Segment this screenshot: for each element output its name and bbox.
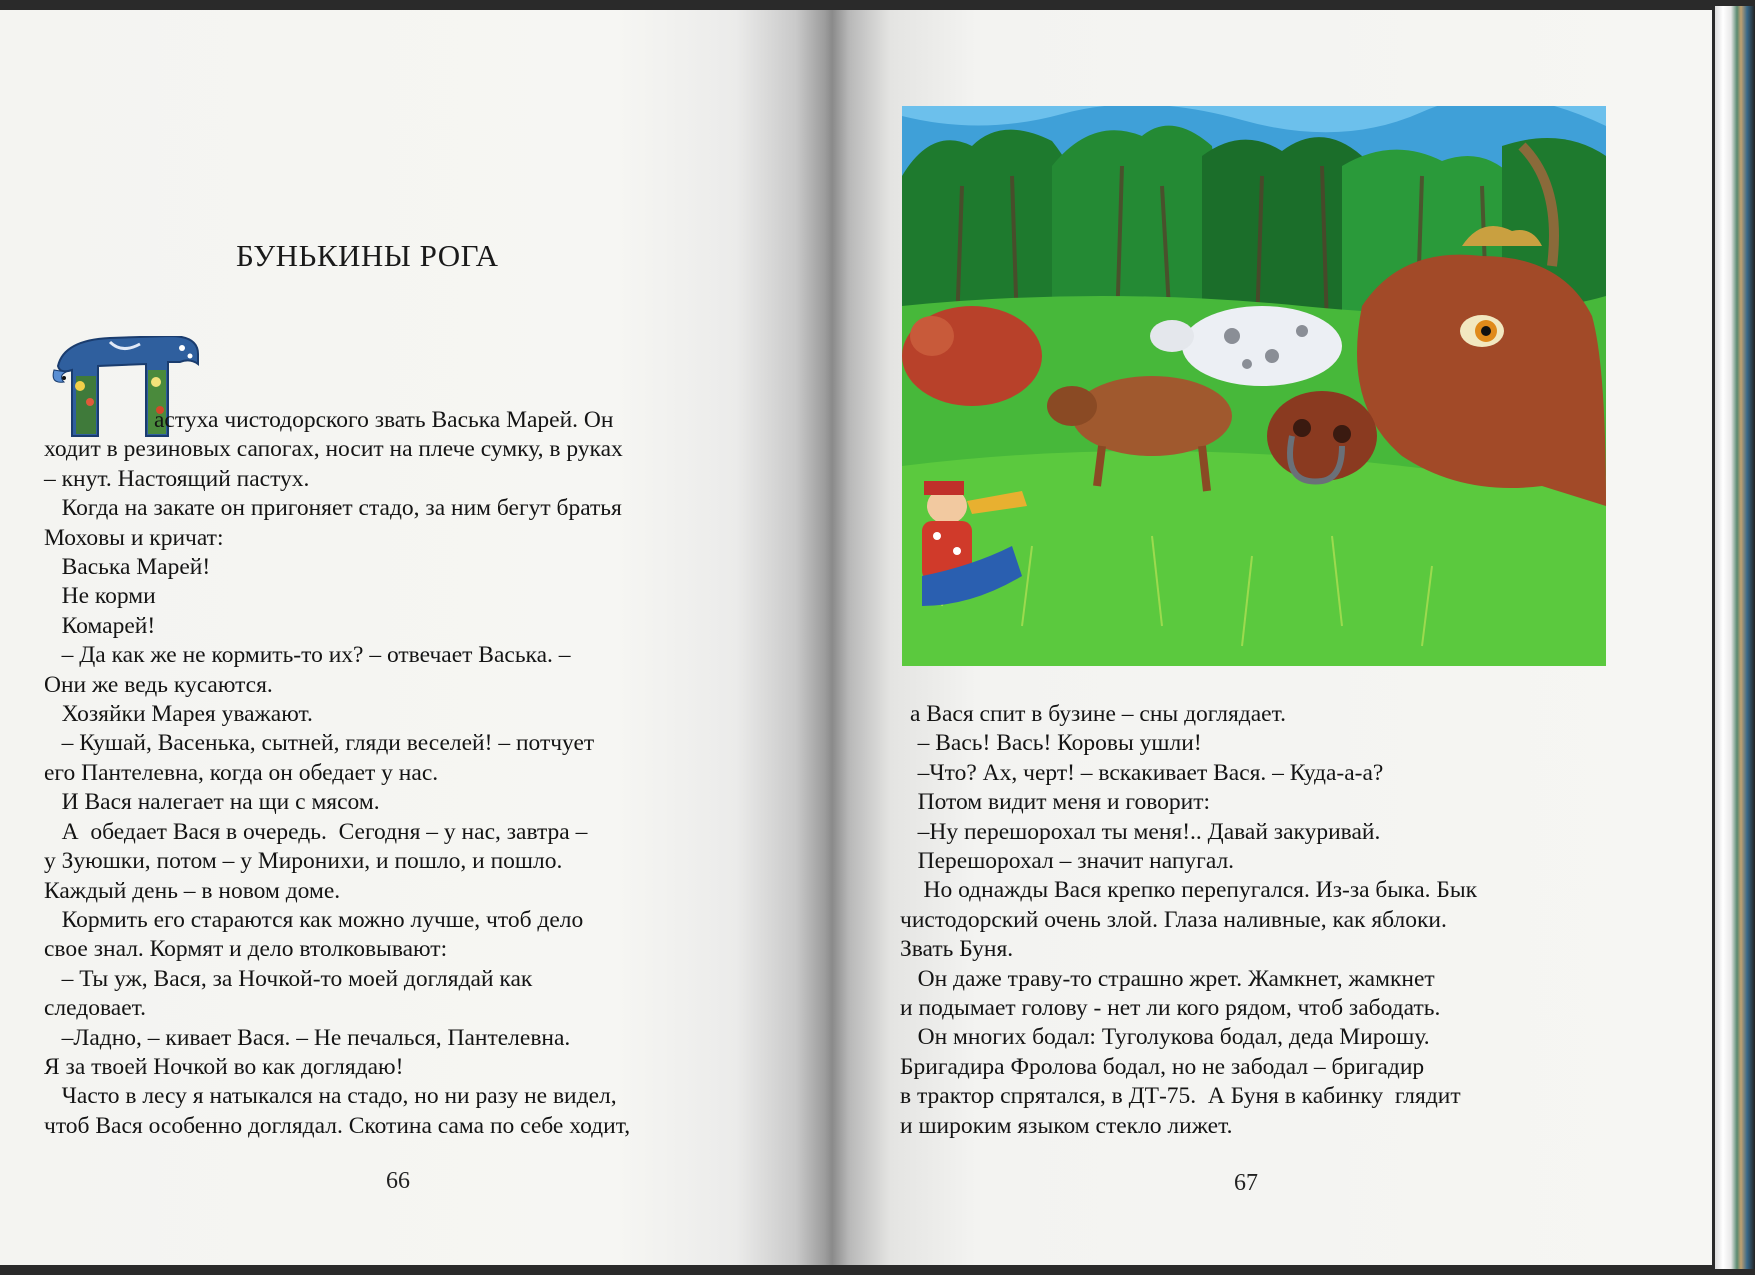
text-line: –Что? Ах, черт! – вскакивает Вася. – Куда-а-а? [900, 759, 1384, 786]
text-line: Часто в лесу я натыкался на стадо, но ни разу не видел, [44, 1083, 617, 1110]
text-line: Комарей! [44, 612, 156, 639]
text-line: –Ну перешорохал ты меня!.. Давай закуривай. [900, 818, 1381, 845]
text-line: Моховы и кричат: [44, 524, 224, 551]
right-page [858, 10, 1712, 1265]
book-spread [0, 10, 1712, 1265]
text-line: – кнут. Настоящий пастух. [44, 465, 310, 492]
text-line: у Зуюшки, потом – у Миронихи, и пошло, и пошло. [44, 848, 563, 875]
text-line: следовает. [44, 995, 147, 1022]
text-line: Хозяйки Марея уважают. [44, 701, 313, 728]
text-line: свое знал. Кормят и дело втолковывают: [44, 936, 448, 963]
text-line: И Вася налегает на щи с мясом. [44, 789, 380, 816]
text-line: Когда на закате он пригоняет стадо, за ним бегут братья [44, 495, 622, 522]
text-line: а Вася спит в бузине – сны доглядает. [910, 701, 1286, 727]
text-line: Васька Марей! [44, 554, 211, 581]
text-line: – Вась! Вась! Коровы ушли! [900, 730, 1202, 757]
text-line: ходит в резиновых сапогах, носит на плече сумку, в руках [44, 436, 623, 463]
page-number: 67 [1234, 1170, 1258, 1196]
text-line: Не корми [44, 583, 156, 610]
text-line: – Да как же не кормить-то их? – отвечает Васька. – [44, 642, 571, 669]
text-line: и широким языком стекло лижет. [900, 1112, 1233, 1139]
text-line: Перешорохал – значит напугал. [900, 848, 1235, 875]
text-line: Он даже траву-то страшно жрет. Жамкнет, жамкнет [900, 965, 1435, 992]
text-line: Я за твоей Ночкой во как доглядаю! [44, 1053, 404, 1080]
text-line: чтоб Вася особенно доглядал. Скотина сама по себе ходит, [44, 1112, 631, 1139]
left-page-text [44, 406, 630, 1141]
text-line: астуха чистодорского звать Васька Марей. Он [154, 407, 614, 433]
text-line: Они же ведь кусаются. [44, 671, 273, 698]
text-line: – Кушай, Васенька, сытней, гляди веселей! – потчует [44, 730, 595, 757]
right-page-text [900, 700, 1477, 1141]
text-line: Кормить его стараются как можно лучше, чтоб дело [44, 906, 584, 933]
text-line: Но однажды Вася крепко перепугался. Из-за быка. Бык [900, 877, 1478, 904]
text-line: чистодорский очень злой. Глаза наливные, как яблоки. [900, 906, 1447, 933]
text-line: и подымает голову - нет ли кого рядом, чтоб забодать. [900, 995, 1441, 1022]
text-line: в трактор спрятался, в ДТ-75. А Буня в кабинку глядит [900, 1083, 1461, 1110]
text-line: его Пантелевна, когда он обедает у нас. [44, 759, 439, 786]
story-title: БУНЬКИНЫ РОГА [236, 238, 499, 273]
text-line: Он многих бодал: Туголукова бодал, деда Мирошу. [900, 1024, 1430, 1051]
painted-illustration [902, 106, 1606, 666]
text-line: Потом видит меня и говорит: [900, 789, 1211, 816]
page-number: 66 [386, 1168, 410, 1194]
text-line: Звать Буня. [900, 936, 1014, 963]
text-line: А обедает Вася в очередь. Сегодня – у нас, завтра – [44, 818, 588, 845]
text-line: Каждый день – в новом доме. [44, 877, 341, 904]
text-line: –Ладно, – кивает Вася. – Не печалься, Пантелевна. [44, 1024, 571, 1051]
text-line: – Ты уж, Вася, за Ночкой-то моей доглядай как [44, 965, 533, 992]
page-edges [1715, 6, 1755, 1269]
text-line: Бригадира Фролова бодал, но не забодал – бригадир [900, 1053, 1425, 1080]
left-page [0, 10, 830, 1265]
